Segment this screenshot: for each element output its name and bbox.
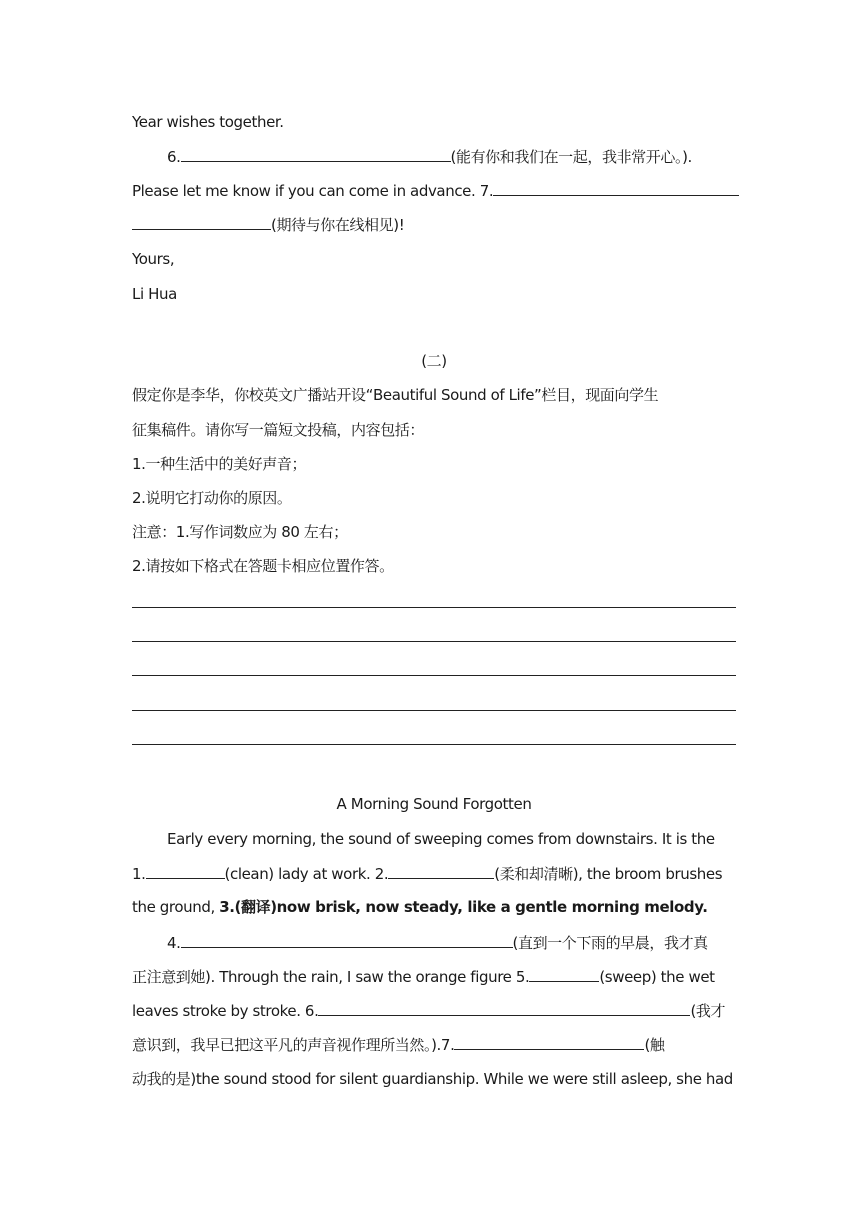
item-5-hint: (sweep) the wet [599, 968, 715, 986]
letter-line-3 [132, 180, 739, 201]
note-2: 2.请按如下格式在答题卡相应位置作答。 [132, 557, 394, 575]
essay-title: A Morning Sound Forgotten [336, 795, 532, 813]
writing-line[interactable] [132, 607, 736, 608]
item-7c-hint: (触 [644, 1036, 665, 1054]
essay-line-6-text: leaves stroke by stroke. 6. [132, 1002, 319, 1020]
essay-line-7-text: 意识到，我早已把这平凡的声音视作理所当然。).7. [132, 1036, 455, 1054]
essay-line-5 [132, 966, 715, 987]
essay-line-6 [132, 1000, 725, 1021]
answer-blank-1[interactable] [146, 863, 225, 879]
item-1-hint: (clean) lady at work. 2. [224, 865, 389, 883]
answer-blank-5[interactable] [529, 966, 599, 982]
prompt-line-2: 征集稿件。请你写一篇短文投稿，内容包括： [132, 421, 425, 439]
letter-signature: Li Hua [132, 285, 177, 303]
prompt-line-1: 假定你是李华，你校英文广播站开设“Beautiful Sound of Life”栏目，现面向学生 [132, 386, 659, 404]
letter-line-1: Year wishes together. [132, 113, 284, 131]
note-1: 注意：1.写作词数应为 80 左右； [132, 523, 348, 541]
item-4-hint: (直到一个下雨的早晨，我才真 [512, 934, 708, 952]
writing-line[interactable] [132, 744, 736, 745]
letter-closing: Yours, [132, 250, 175, 268]
content-point-1: 1.一种生活中的美好声音； [132, 455, 307, 473]
essay-line-8: 动我的是)the sound stood for silent guardianship. While we were still asleep, she had [132, 1070, 733, 1088]
letter-line-3-text: Please let me know if you can come in advance. 7. [132, 182, 494, 200]
item-7-cont [132, 214, 404, 235]
answer-blank-2[interactable] [388, 863, 494, 879]
item-7-hint: (期待与你在线相见)! [271, 216, 405, 234]
writing-line[interactable] [132, 675, 736, 676]
essay-line-4 [167, 932, 708, 953]
writing-line[interactable] [132, 710, 736, 711]
answer-blank-6b[interactable] [318, 1000, 690, 1016]
item-6b-hint: (我才 [690, 1002, 726, 1020]
section-heading: (二) [421, 352, 447, 370]
answer-blank-7a[interactable] [493, 180, 739, 196]
item-2-hint: (柔和却清晰), the broom brushes [494, 865, 723, 883]
essay-line-3 [132, 897, 708, 917]
item-3-translation: 3.(翻译)now brisk, now steady, like a gentle morning melody. [219, 898, 708, 916]
essay-line-5-text: 正注意到她). Through the rain, I saw the orange figure 5. [132, 968, 530, 986]
writing-line[interactable] [132, 641, 736, 642]
answer-blank-4[interactable] [181, 932, 513, 948]
essay-line-7 [132, 1034, 665, 1055]
item-6-hint: (能有你和我们在一起，我非常开心。). [450, 148, 692, 166]
answer-blank-7b[interactable] [132, 214, 271, 230]
content-point-2: 2.说明它打动你的原因。 [132, 489, 292, 507]
item-6 [167, 146, 692, 167]
essay-line-2 [132, 863, 722, 884]
essay-line-1: Early every morning, the sound of sweeping comes from downstairs. It is the [167, 830, 715, 848]
item-4-number: 4. [167, 934, 181, 952]
answer-blank-6[interactable] [181, 146, 451, 162]
answer-blank-7c[interactable] [454, 1034, 644, 1050]
item-1-number: 1. [132, 865, 146, 883]
essay-line-3-text: the ground, [132, 898, 220, 916]
item-6-number: 6. [167, 148, 181, 166]
